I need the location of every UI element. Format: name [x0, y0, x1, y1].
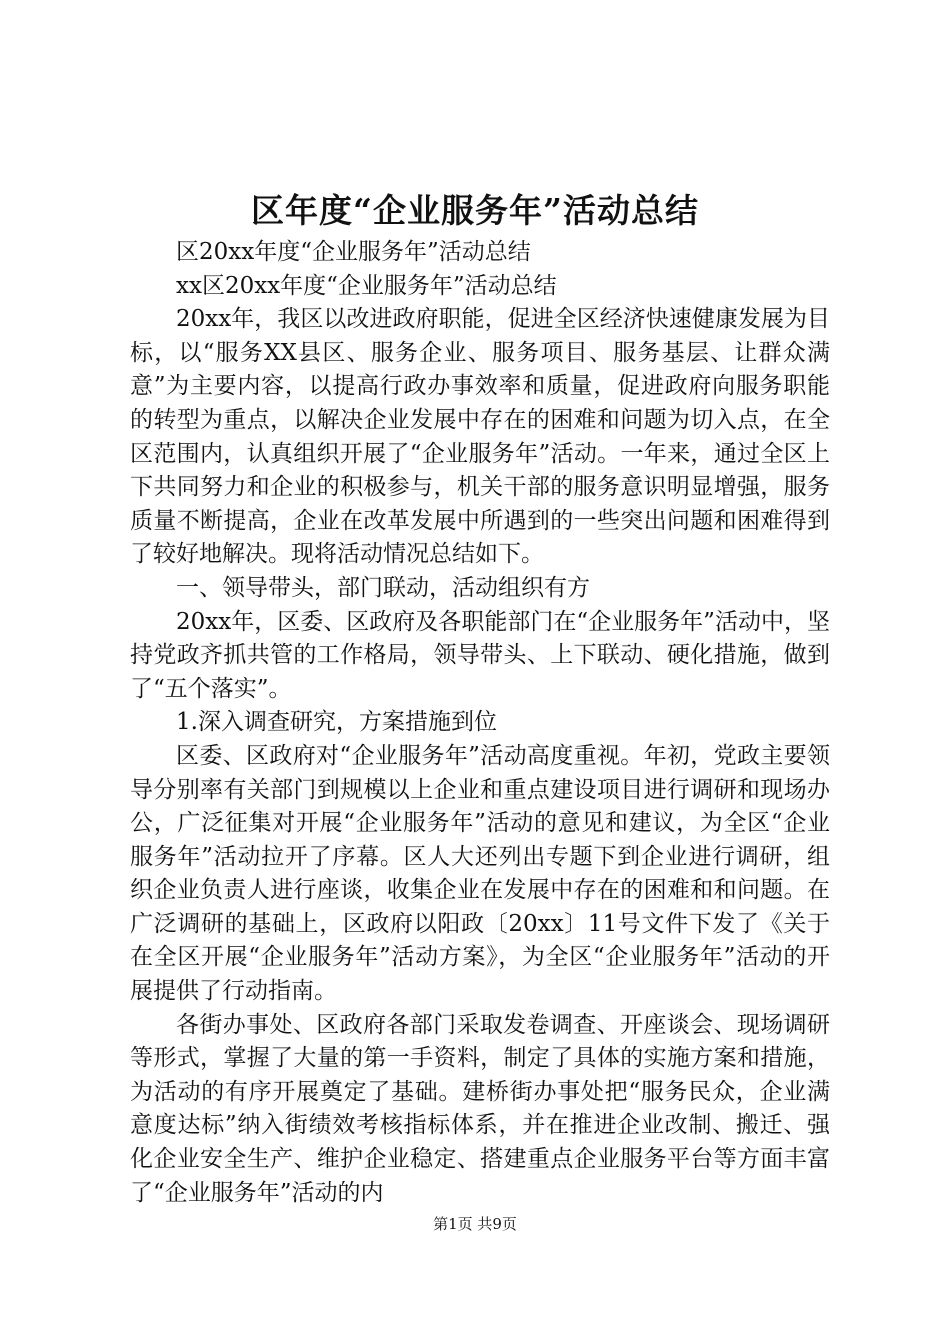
paragraph-subtitle-2: xx区20xx年度“企业服务年”活动总结 — [176, 272, 557, 299]
paragraph-section-1: 20xx年，区委、区政府及各职能部门在“企业服务年”活动中，坚持党政齐抓共管的工作格局，领导带头、上下联动、硬化措施，做到了“五个落实”。 — [130, 608, 830, 702]
paragraph-subsection-1: 区委、区政府对“企业服务年”活动高度重视。年初，党政主要领导分别率有关部门到规模以上企业和重点建设项目进行调研和现场办公，广泛征集对开展“企业服务年”活动的意见和建议，为全区“企业服务年”活动拉开了序幕。区人大还列出专题下到企业进行调研，组织企业负责人进行座谈，收集企业在发展中存在的困难和和问题。在广泛调研的基础上，区政府以阳政〔20xx〕11号文件下发了《关于在全区开展“企业服务年”活动方案》，为全区“企业服务年”活动的开展提供了行动指南。 — [130, 742, 830, 1005]
document-title: 区年度“企业服务年”活动总结 — [251, 191, 699, 230]
paragraph-subtitle-1: 区20xx年度“企业服务年”活动总结 — [176, 239, 531, 265]
subsection-heading-1: 1.深入调查研究，方案措施到位 — [176, 709, 497, 736]
page-number-footer: 第1页 共9页 — [433, 1215, 517, 1233]
section-heading-1: 一、领导带头，部门联动，活动组织有方 — [176, 574, 590, 601]
paragraph-subsection-1b: 各街办事处、区政府各部门采取发卷调查、开座谈会、现场调研等形式，掌握了大量的第一手资料，制定了具体的实施方案和措施，为活动的有序开展奠定了基础。建桥街办事处把“服务民众，企业满意度达标”纳入街绩效考核指标体系，并在推进企业改制、搬迁、强化企业安全生产、维护企业稳定、搭建重点企业服务平台等方面丰富了“企业服务年”活动的内 — [130, 1011, 830, 1206]
paragraph-intro: 20xx年，我区以改进政府职能，促进全区经济快速健康发展为目标，以“服务XX县区、服务企业、服务项目、服务基层、让群众满意”为主要内容，以提高行政办事效率和质量，促进政府向服务职能的转型为重点，以解决企业发展中存在的困难和问题为切入点，在全区范围内，认真组织开展了“企业服务年”活动。一年来，通过全区上下共同努力和企业的积极参与，机关干部的服务意识明显增强，服务质量不断提高，企业在改革发展中所遇到的一些突出问题和困难得到了较好地解决。现将活动情况总结如下。 — [130, 306, 830, 568]
document-body — [130, 236, 830, 1210]
